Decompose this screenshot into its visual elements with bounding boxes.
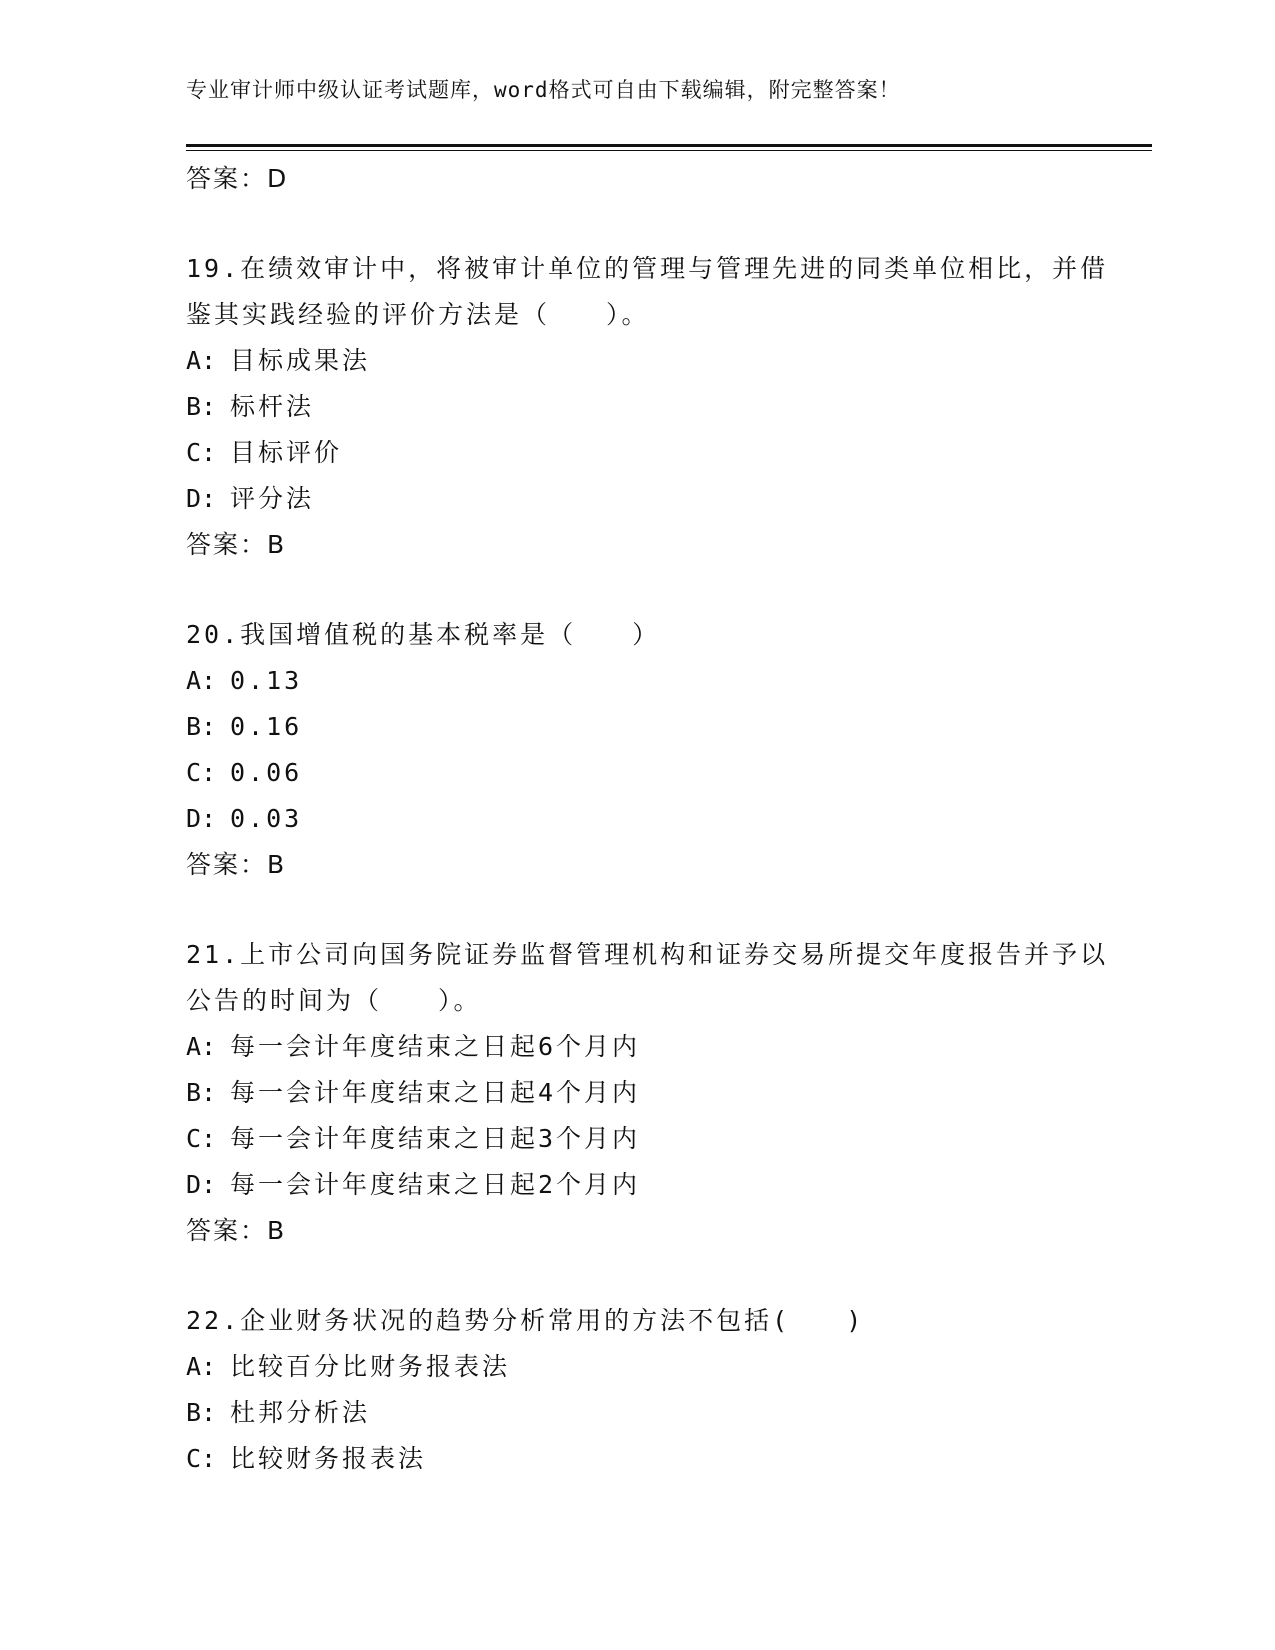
option-text: 目标成果法 (230, 346, 371, 375)
option-letter: A: (186, 346, 217, 375)
header-rule-thin (186, 150, 1152, 151)
option-letter: B: (186, 712, 217, 741)
question-stem: 21.上市公司向国务院证券监督管理机构和证券交易所提交年度报告并予以公告的时间为（ ）。 (186, 940, 1109, 1015)
option-b (186, 704, 1126, 750)
option-c (186, 430, 1126, 476)
option-text: 比较百分比财务报表法 (230, 1352, 511, 1381)
question-stem: 20.我国增值税的基本税率是（ ） (186, 620, 661, 649)
option-c (186, 1116, 1126, 1162)
spacer (186, 1254, 1126, 1298)
question-block (186, 612, 1126, 888)
option-text: 每一会计年度结束之日起3个月内 (230, 1124, 641, 1153)
option-text: 0.13 (230, 666, 303, 695)
option-letter: A: (186, 1352, 217, 1381)
option-text: 每一会计年度结束之日起4个月内 (230, 1078, 641, 1107)
question-block (186, 246, 1126, 568)
spacer (186, 202, 1126, 246)
question-content (186, 156, 1126, 1482)
option-c (186, 750, 1126, 796)
option-letter: C: (186, 438, 217, 467)
answer-label: 答案：B (186, 530, 287, 559)
option-text: 标杆法 (230, 392, 315, 421)
option-c (186, 1436, 1126, 1482)
option-letter: C: (186, 1124, 217, 1153)
question-block (186, 932, 1126, 1254)
option-b (186, 384, 1126, 430)
option-a (186, 1344, 1126, 1390)
option-letter: C: (186, 758, 217, 787)
option-a (186, 658, 1126, 704)
option-a (186, 1024, 1126, 1070)
header-rule-thick (186, 144, 1152, 147)
option-text: 每一会计年度结束之日起2个月内 (230, 1170, 641, 1199)
spacer (186, 888, 1126, 932)
option-letter: D: (186, 804, 217, 833)
option-text: 0.06 (230, 758, 303, 787)
option-letter: D: (186, 1170, 217, 1199)
option-text: 0.03 (230, 804, 303, 833)
option-text: 比较财务报表法 (230, 1444, 427, 1473)
option-d (186, 1162, 1126, 1208)
option-letter: B: (186, 1398, 217, 1427)
option-letter: A: (186, 1032, 217, 1061)
option-text: 0.16 (230, 712, 303, 741)
answer-label: 答案：B (186, 1216, 287, 1245)
option-text: 目标评价 (230, 438, 343, 467)
question-stem: 22.企业财务状况的趋势分析常用的方法不包括( ) (186, 1306, 865, 1335)
option-b (186, 1390, 1126, 1436)
option-text: 每一会计年度结束之日起6个月内 (230, 1032, 641, 1061)
option-b (186, 1070, 1126, 1116)
option-d (186, 476, 1126, 522)
option-letter: B: (186, 1078, 217, 1107)
spacer (186, 568, 1126, 612)
option-a (186, 338, 1126, 384)
option-letter: C: (186, 1444, 217, 1473)
option-letter: D: (186, 484, 217, 513)
option-text: 杜邦分析法 (230, 1398, 371, 1427)
option-letter: A: (186, 666, 217, 695)
previous-answer: 答案：D (186, 164, 289, 193)
question-block (186, 1298, 1126, 1482)
option-letter: B: (186, 392, 217, 421)
option-text: 评分法 (230, 484, 315, 513)
option-d (186, 796, 1126, 842)
question-stem: 19.在绩效审计中，将被审计单位的管理与管理先进的同类单位相比，并借鉴其实践经验的评价方法是（ ）。 (186, 254, 1109, 329)
answer-label: 答案：B (186, 850, 287, 879)
page-header: 专业审计师中级认证考试题库，word格式可自由下载编辑，附完整答案！ (186, 78, 901, 102)
